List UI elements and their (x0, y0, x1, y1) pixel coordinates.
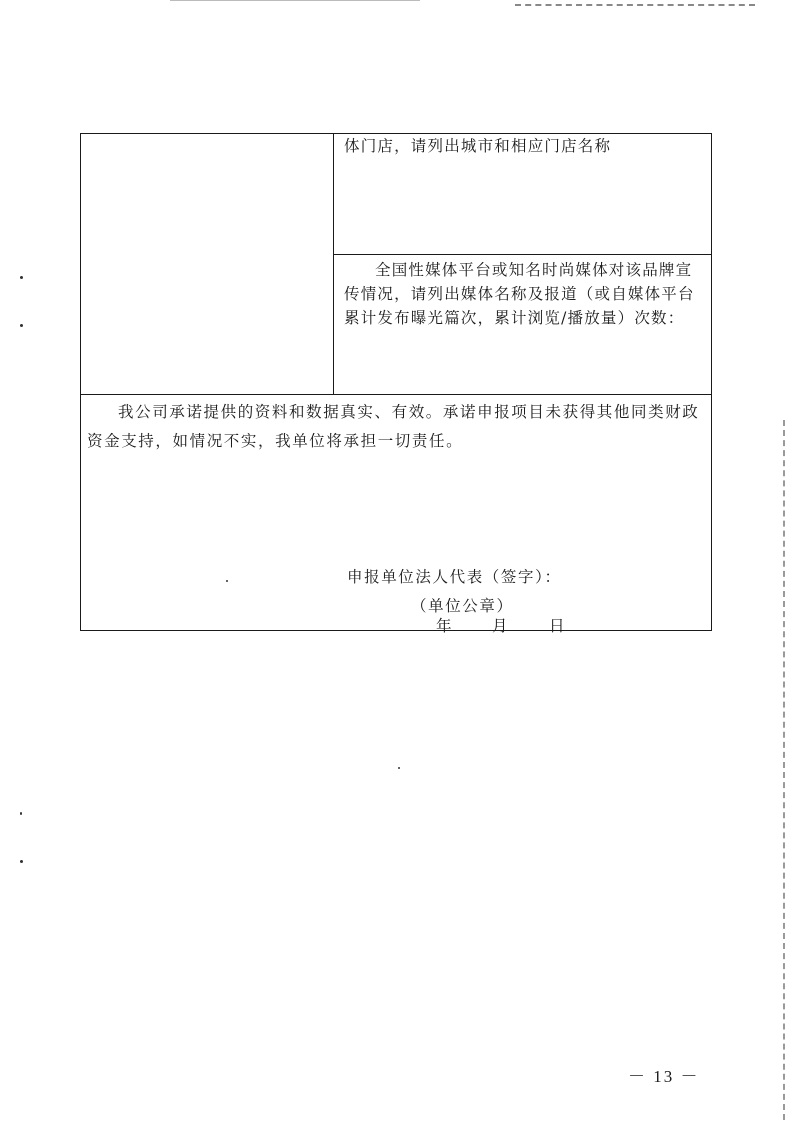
pledge-statement: 我公司承诺提供的资料和数据真实、有效。承诺申报项目未获得其他同类财政资金支持，如情况不实，我单位将承担一切责任。 (87, 403, 700, 450)
legal-representative-signature-label: 申报单位法人代表（签字）： (347, 568, 562, 586)
scan-speck (398, 767, 400, 769)
date-year-label: 年 (436, 617, 452, 635)
date-day-label: 日 (549, 617, 565, 635)
pledge-section (81, 395, 711, 635)
scan-artifact-right-edge (783, 420, 787, 1120)
scan-speck (20, 324, 23, 327)
scan-speck (20, 812, 22, 815)
scan-artifact-top (170, 0, 420, 1)
media-coverage-instruction: 全国性媒体平台或知名时尚媒体对该品牌宣传情况，请列出媒体名称及报道（或自媒体平台累计发布曝光篇次，累计浏览/播放量）次数： (344, 261, 695, 327)
page-number: － 13 － (628, 1067, 700, 1086)
application-form-table (80, 133, 712, 635)
store-list-instruction: 体门店，请列出城市和相应门店名称 (344, 137, 612, 155)
scan-speck (20, 276, 23, 279)
date-month-label: 月 (492, 617, 508, 635)
company-seal-label: （单位公章） (411, 597, 514, 615)
scan-artifact-top-right (515, 4, 755, 7)
store-list-cell (334, 134, 711, 255)
form-upper-section (81, 134, 711, 395)
form-left-empty-cell (81, 134, 334, 394)
media-coverage-cell (334, 255, 711, 394)
scan-speck (20, 860, 23, 863)
